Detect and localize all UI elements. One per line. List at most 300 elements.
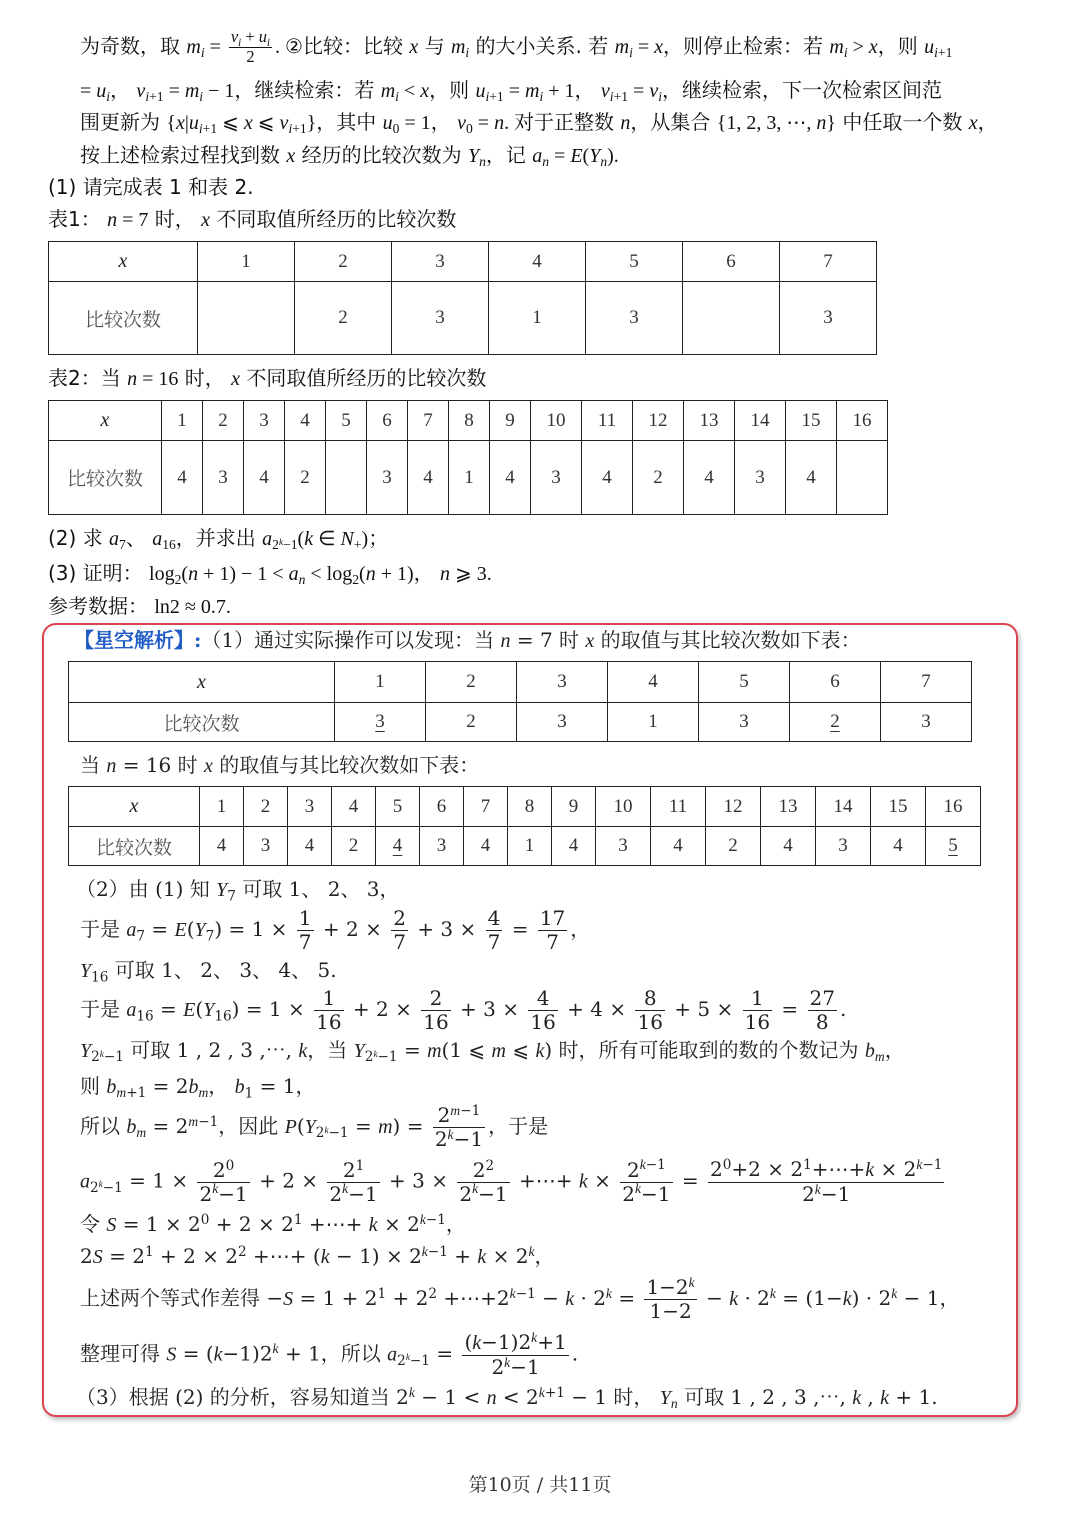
text-run: ，: [413, 561, 440, 585]
text-run: 2: [342, 1157, 356, 1182]
text-run: −1: [510, 1355, 540, 1379]
text-run: 围更新为: [80, 110, 167, 134]
subscript: [365, 1049, 398, 1065]
text-run: ，: [445, 1212, 466, 1236]
count-cell: 4: [288, 827, 332, 866]
subscript: [91, 1049, 124, 1065]
text-run: × 2: [486, 1244, 529, 1268]
math-variable: i: [609, 89, 614, 105]
math-symbol: =: [80, 80, 97, 102]
solution-line-7: [80, 1037, 905, 1064]
math-variable: m: [378, 1116, 393, 1138]
text-run: (: [195, 997, 204, 1021]
superscript: [640, 1157, 666, 1173]
math-symbol: ⩽: [217, 112, 244, 134]
math-variable: i: [539, 89, 544, 105]
fraction-denominator: [620, 1183, 672, 1206]
fraction-denominator: [644, 1300, 696, 1323]
text-run: 不同取值所经历的比较次数: [239, 366, 487, 390]
text-run: 1: [244, 1085, 254, 1102]
fraction: [421, 987, 450, 1034]
problem-table-1: [48, 241, 877, 355]
math-variable: x: [175, 112, 185, 134]
x-value-cell: 5: [376, 787, 420, 827]
math-variable: n: [188, 563, 199, 585]
fraction: [808, 987, 837, 1034]
text-run: −1: [453, 1127, 484, 1151]
superscript: [238, 1244, 247, 1260]
text-run: − 1) × 2: [329, 1244, 422, 1268]
text-run: 的取值与其比较次数如下表：: [212, 753, 480, 777]
x-value-cell: 1: [335, 662, 426, 703]
math-variable: k: [472, 1332, 482, 1354]
count-row: [69, 703, 972, 742]
text-run: （2）由 (1) 知: [76, 877, 217, 901]
math-variable: E: [183, 999, 196, 1021]
subscript: [352, 572, 359, 588]
text-run: 16: [316, 1010, 342, 1034]
x-value-cell: 5: [699, 662, 790, 703]
fraction: [620, 1159, 672, 1206]
question-2: [48, 525, 388, 552]
count-cell: 4: [582, 441, 633, 515]
fraction-denominator: [421, 1011, 450, 1034]
text-run: 于是: [80, 997, 127, 1021]
count-label-cell: 比较次数: [49, 282, 198, 355]
fraction-numerator: [538, 907, 567, 931]
math-symbol: = 16: [137, 368, 179, 390]
math-symbol: .: [275, 35, 286, 58]
text-run: 2: [315, 1125, 325, 1142]
math-variable: n: [106, 755, 117, 777]
math-variable: k: [421, 1243, 428, 1259]
fraction-numerator: [528, 987, 557, 1011]
math-variable: x: [420, 80, 430, 102]
text-run: (3) 证明：: [48, 561, 150, 585]
math-variable: u: [475, 80, 486, 102]
math-variable: a: [80, 1170, 90, 1193]
text-run: =: [348, 1114, 379, 1138]
text-run: 可取 1 , 2 , 3 ,⋯,: [677, 1385, 853, 1409]
solution-line-10: [80, 1158, 947, 1206]
text-run: ，继续检索：若: [234, 78, 381, 102]
fraction: [457, 1159, 509, 1206]
text-run: 1: [144, 1243, 154, 1260]
fraction-numerator: [297, 907, 314, 931]
math-variable: k: [634, 1181, 642, 1197]
text-run: −1: [425, 1211, 446, 1228]
count-row: [49, 441, 888, 515]
math-variable: k: [278, 536, 284, 547]
text-run: 当: [80, 753, 107, 777]
text-run: −1)2: [222, 1341, 273, 1366]
math-symbol: + 1): [375, 563, 414, 585]
math-variable: Y: [304, 1116, 316, 1138]
text-run: −1: [102, 1179, 123, 1196]
text-run: + 1.: [889, 1385, 938, 1409]
math-variable: i: [106, 89, 111, 105]
superscript: [428, 1286, 437, 1302]
text-run: 2: [459, 1181, 473, 1206]
superscript: [486, 1157, 495, 1173]
fraction-denominator: [229, 48, 272, 67]
text-run: +1: [544, 1384, 565, 1401]
math-variable: Y: [80, 1040, 92, 1062]
math-symbol: −1: [283, 537, 298, 553]
math-variable: k: [504, 1354, 511, 1370]
count-cell: 1: [489, 282, 586, 355]
text-run: 2: [90, 1179, 99, 1196]
text-run: ) · 2: [851, 1286, 892, 1310]
x-value-cell: 7: [881, 662, 972, 703]
math-symbol: log: [149, 563, 175, 585]
text-run: 2: [329, 1181, 343, 1206]
math-variable: k: [405, 1352, 410, 1363]
fraction-denominator: [708, 1183, 944, 1206]
text-run: 2: [472, 1157, 486, 1182]
math-variable: i: [288, 121, 293, 137]
math-variable: x: [286, 145, 296, 167]
text-run: 令: [80, 1212, 107, 1236]
text-run: +⋯+ (: [246, 1244, 321, 1268]
text-run: (1 ⩽: [441, 1038, 492, 1062]
count-cell: [790, 703, 881, 742]
text-run: 2: [238, 1243, 247, 1260]
fraction: [635, 987, 664, 1034]
subscript: [198, 1085, 208, 1101]
x-value-cell: 4: [489, 242, 586, 282]
problem-line-4: [80, 142, 619, 169]
text-run: 2: [364, 1049, 374, 1066]
text-run: −1: [198, 1113, 219, 1130]
math-variable: i: [934, 45, 938, 61]
text-run: 2: [91, 1049, 100, 1066]
text-run: = 2: [102, 1244, 145, 1268]
x-value-cell: 11: [651, 787, 706, 827]
math-variable: x: [868, 35, 878, 58]
math-variable: k: [213, 1343, 223, 1366]
math-variable: k: [891, 1285, 898, 1301]
math-symbol: +1: [489, 89, 504, 105]
fraction-numerator: [314, 987, 343, 1011]
count-cell: [326, 441, 367, 515]
superscript: [689, 1275, 695, 1291]
math-symbol: 2: [352, 572, 360, 588]
subscript: [485, 89, 503, 105]
count-cell: 2: [332, 827, 376, 866]
superscript: [356, 1157, 365, 1173]
math-variable: n: [620, 112, 631, 134]
text-run: 8: [643, 986, 657, 1010]
text-run: 上述两个等式作差得 −: [80, 1286, 284, 1310]
text-run: =: [775, 997, 805, 1021]
x-value-cell: 11: [582, 401, 633, 441]
text-run: ，则: [877, 33, 925, 58]
subscript: [227, 888, 236, 904]
math-variable: k: [605, 1285, 612, 1301]
x-value-cell: 10: [596, 787, 651, 827]
fraction-numerator: [708, 1158, 944, 1183]
math-variable: m: [450, 1102, 461, 1118]
x-value-cell: 13: [761, 787, 816, 827]
math-symbol: 2: [174, 572, 182, 588]
solution-line-8: [80, 1073, 315, 1100]
text-run: 表2：当: [48, 366, 128, 390]
text-run: = 7 时: [510, 628, 586, 652]
math-variable: a: [126, 999, 137, 1021]
math-symbol: 7: [119, 537, 126, 553]
text-run: 7: [546, 930, 559, 954]
math-symbol: +1: [292, 121, 307, 137]
text-run: 7: [393, 930, 406, 954]
math-variable: S: [283, 1288, 294, 1310]
superscript: [420, 1212, 446, 1228]
x-value-cell: 12: [633, 401, 684, 441]
fraction: [528, 987, 557, 1034]
math-symbol: ⩾ 3.: [450, 563, 492, 585]
fraction-numerator: [197, 1159, 249, 1183]
math-symbol: ).: [607, 145, 619, 167]
count-cell: [198, 282, 295, 355]
count-cell: 1: [508, 827, 552, 866]
x-value-cell: 4: [285, 401, 326, 441]
text-run: =: [397, 1038, 428, 1062]
math-variable: m: [184, 80, 200, 102]
filled-answer: 4: [392, 835, 403, 856]
text-run: − 1 时，: [564, 1385, 660, 1409]
math-variable: k: [814, 1181, 821, 1197]
text-run: = 1 ×: [122, 1168, 195, 1193]
text-run: ；: [368, 526, 389, 550]
math-variable: m: [136, 1125, 147, 1141]
text-run: 2: [199, 1181, 213, 1206]
subscript: [272, 537, 297, 553]
math-variable: n: [500, 630, 511, 652]
text-run: 2: [626, 1157, 640, 1182]
superscript: [450, 1103, 480, 1119]
math-symbol: 0: [465, 121, 473, 137]
text-run: < 2: [496, 1385, 539, 1409]
math-symbol: ∈: [313, 528, 341, 550]
text-run: −1)2: [481, 1330, 532, 1354]
x-value-cell: 3: [244, 401, 285, 441]
text-run: ⩽: [505, 1038, 536, 1062]
fraction-numerator: [433, 1104, 485, 1128]
x-value-cell: 9: [552, 787, 596, 827]
text-run: ，当: [307, 1038, 354, 1062]
text-run: ) =: [392, 1114, 430, 1138]
text-run: 1: [322, 986, 336, 1010]
math-variable: k: [98, 1179, 103, 1190]
text-run: 的取值与其比较次数如下表：: [594, 628, 861, 652]
count-cell: 4: [786, 441, 837, 515]
fraction-denominator: [457, 1183, 509, 1206]
x-value-cell: 14: [735, 401, 786, 441]
math-symbol: =: [628, 80, 650, 102]
text-run: =: [153, 997, 184, 1021]
count-label-cell: 比较次数: [69, 703, 335, 742]
math-variable: n: [107, 209, 118, 231]
count-cell: [376, 827, 420, 866]
text-run: + 4 ×: [560, 997, 633, 1021]
text-run: 0: [225, 1157, 235, 1174]
text-run: + 3 ×: [382, 1168, 455, 1193]
solution-line-11: [80, 1211, 466, 1238]
subscript: [145, 89, 163, 105]
solution-line-12: [80, 1243, 555, 1270]
math-variable: k: [565, 1288, 575, 1310]
math-variable: k: [272, 1341, 279, 1357]
text-run: ) 时，所有可能取到的数的个数记为: [544, 1038, 865, 1062]
subscript: [671, 1396, 678, 1412]
math-symbol: = 1: [399, 112, 431, 134]
text-run: +1: [537, 1330, 567, 1354]
text-run: +1: [126, 1085, 147, 1102]
question-1: [48, 174, 254, 200]
fraction-denominator: [314, 1011, 343, 1034]
x-value-cell: 2: [426, 662, 517, 703]
text-run: ，从集合: [630, 110, 717, 134]
text-run: = 2: [146, 1074, 189, 1098]
text-run: =: [429, 1341, 460, 1366]
text-run: + 2 × 2: [209, 1212, 294, 1236]
text-run: (: [464, 1330, 473, 1354]
problem-line-2: [80, 77, 942, 104]
text-run: ，因此: [218, 1114, 285, 1138]
count-label-cell: 比较次数: [49, 441, 162, 515]
text-run: 7: [487, 930, 501, 954]
math-symbol: }: [306, 112, 317, 134]
text-run: + 2 ×: [316, 917, 389, 941]
text-run: ，: [430, 110, 458, 134]
math-variable: u: [382, 112, 393, 134]
text-run: =: [145, 917, 175, 941]
text-run: −1: [427, 1243, 448, 1260]
math-symbol: < log: [305, 563, 353, 585]
text-run: 时，: [178, 366, 232, 390]
math-variable: u: [96, 80, 107, 102]
x-value-cell: 16: [837, 401, 888, 441]
text-run: 7: [227, 888, 236, 905]
fraction: [433, 1104, 485, 1151]
math-variable: S: [166, 1343, 177, 1366]
math-variable: m: [525, 80, 540, 102]
text-run: 16: [637, 1010, 663, 1034]
text-run: + 2 ×: [252, 1168, 325, 1193]
x-label-cell: x: [69, 662, 335, 703]
text-run: 2: [437, 1103, 451, 1127]
x-value-cell: 7: [408, 401, 449, 441]
math-variable: v: [600, 80, 610, 102]
math-symbol: ): [361, 528, 369, 550]
header-row: [69, 662, 972, 703]
math-variable: m: [614, 35, 630, 58]
subscript: [119, 537, 126, 553]
math-variable: E: [174, 919, 187, 941]
text-run: × 2: [377, 1212, 420, 1236]
math-variable: x: [968, 112, 978, 134]
solution-line-14: [80, 1331, 578, 1379]
x-value-cell: 7: [464, 787, 508, 827]
text-run: 4: [536, 986, 550, 1010]
text-run: ，: [208, 1074, 235, 1098]
x-value-cell: 7: [780, 242, 877, 282]
text-run: −1: [409, 1352, 430, 1369]
fraction-denominator: [433, 1128, 485, 1151]
text-run: + 3 ×: [410, 917, 483, 941]
text-run: − 1，: [897, 1286, 960, 1310]
text-run: 2: [428, 1285, 438, 1302]
text-run: + 2: [386, 1286, 429, 1310]
text-run: 1−2: [646, 1275, 689, 1299]
math-symbol: +1: [613, 89, 629, 105]
text-run: 2: [434, 1127, 448, 1151]
math-variable: x: [204, 755, 213, 777]
text-run: (2) 求: [48, 526, 110, 550]
text-run: (: [186, 917, 195, 941]
solution-line-2: [80, 752, 479, 779]
math-variable: Y: [203, 999, 215, 1021]
math-symbol: +: [241, 27, 259, 46]
math-variable: k: [368, 1214, 378, 1236]
text-run: 1: [750, 986, 764, 1010]
math-symbol: 2: [246, 46, 255, 66]
math-variable: k: [535, 1040, 545, 1062]
math-variable: m: [427, 1040, 442, 1062]
x-value-cell: 15: [786, 401, 837, 441]
text-run: （3）根据 (2) 的分析，容易知道当 2: [76, 1385, 409, 1409]
fraction: [229, 28, 272, 67]
fraction-denominator: [808, 1011, 837, 1034]
math-symbol: 16: [162, 537, 176, 553]
text-run: 对于正整数: [514, 110, 621, 134]
fraction-numerator: [421, 987, 450, 1011]
math-variable: n: [494, 112, 505, 134]
text-run: 1: [298, 906, 312, 930]
math-variable: i: [198, 121, 203, 137]
filled-answer: 3: [375, 711, 385, 732]
solution-line-4: [80, 907, 590, 954]
x-value-cell: 3: [392, 242, 489, 282]
subscript: [214, 1008, 231, 1024]
text-run: + 1，所以: [278, 1341, 388, 1366]
subscript: [316, 1125, 349, 1141]
math-variable: k: [842, 1288, 852, 1310]
math-variable: b: [106, 1076, 117, 1098]
fraction-numerator: [743, 987, 772, 1011]
text-run: + 3 ×: [453, 997, 526, 1021]
text-run: 16: [214, 1008, 232, 1025]
text-run: −: [699, 1286, 730, 1310]
count-cell: 3: [816, 827, 871, 866]
text-run: +⋯+: [302, 1212, 369, 1236]
subscript: [136, 1008, 153, 1024]
count-cell: 4: [552, 827, 596, 866]
fraction-numerator: [327, 1159, 379, 1183]
text-run: 1−2: [649, 1299, 692, 1323]
math-symbol: (: [582, 145, 590, 167]
math-symbol: }: [826, 112, 836, 134]
count-cell: 3: [881, 703, 972, 742]
text-run: ，: [534, 1244, 555, 1268]
text-run: 2: [802, 1182, 815, 1206]
count-cell: 3: [392, 282, 489, 355]
text-run: 17: [539, 906, 566, 930]
math-variable: x: [231, 368, 240, 390]
text-run: 按上述检索过程找到数: [80, 143, 287, 167]
solution-line-15: [76, 1384, 938, 1411]
text-run: 为奇数，取: [80, 33, 187, 58]
